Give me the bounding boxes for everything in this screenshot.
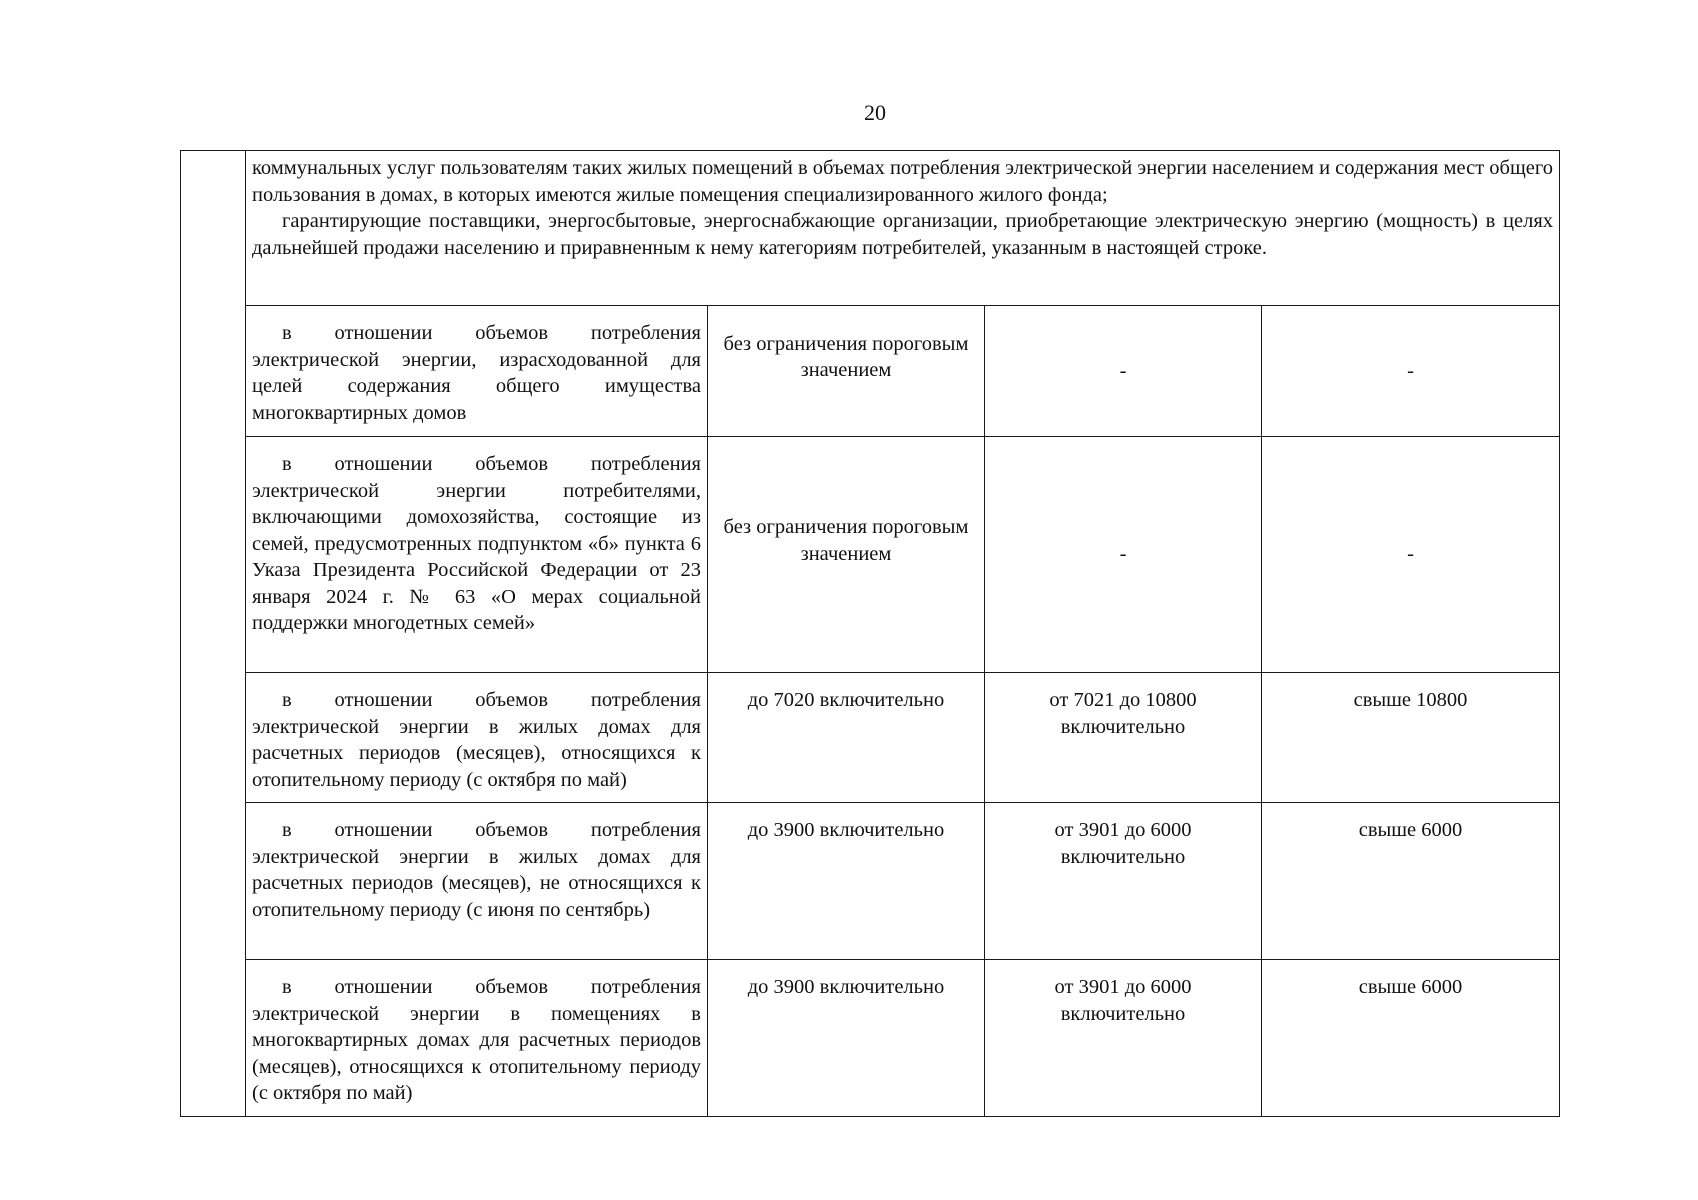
threshold-cell: от 7021 до 10800 включительно — [985, 673, 1262, 803]
threshold-cell: до 3900 включительно — [708, 803, 985, 960]
row-description — [246, 803, 708, 960]
table-row — [181, 306, 1560, 437]
threshold-cell: свыше 6000 — [1262, 960, 1560, 1117]
row-description-text: в отношении объемов потребления электрической энергии потребителями, включающими домохозяйства, состоящие из семей, предусмотренных подпунктом «б» пункта 6 Указа Президента Российской Федерации от 23 января 2024 г. № 63 «О мерах социальной поддержки многодетных семей» — [252, 453, 701, 634]
row-description-text: в отношении объемов потребления электрической энергии в жилых домах для расчетных периодов (месяцев), не относящихся к отопительному периоду (с июня по сентябрь) — [252, 819, 701, 921]
threshold-cell: свыше 10800 — [1262, 673, 1560, 803]
intro-paragraph: гарантирующие поставщики, энергосбытовые, энергоснабжающие организации, приобретающие электрическую энергию (мощность) в целях дальнейшей продажи населению и приравненным к нему категориям потребителей, указанным в настоящей строке. — [252, 210, 1554, 259]
threshold-cell: без ограничения пороговым значением — [708, 306, 985, 437]
threshold-cell: от 3901 до 6000 включительно — [985, 803, 1262, 960]
row-description-text: в отношении объемов потребления электрической энергии, израсходованной для целей содержания общего имущества многоквартирных домов — [252, 322, 701, 424]
row-description — [246, 673, 708, 803]
row-description-text: в отношении объемов потребления электрической энергии в помещениях в многоквартирных домах для расчетных периодов (месяцев), относящихся к отопительному периоду (с октября по май) — [252, 976, 701, 1104]
row-description — [246, 437, 708, 673]
threshold-cell: до 7020 включительно — [708, 673, 985, 803]
table-row — [181, 437, 1560, 673]
threshold-cell: свыше 6000 — [1262, 803, 1560, 960]
row-number-cell — [181, 151, 246, 1117]
threshold-cell: от 3901 до 6000 включительно — [985, 960, 1262, 1117]
row-description-text: в отношении объемов потребления электрической энергии в жилых домах для расчетных периодов (месяцев), относящихся к отопительному периоду (с октября по май) — [252, 689, 701, 791]
threshold-cell: - — [1262, 306, 1560, 437]
page-number: 20 — [864, 100, 886, 125]
threshold-cell: - — [985, 437, 1262, 673]
table-row — [181, 673, 1560, 803]
intro-cell — [246, 151, 1560, 306]
row-description — [246, 306, 708, 437]
threshold-cell: - — [985, 306, 1262, 437]
intro-paragraph: коммунальных услуг пользователям таких жилых помещений в объемах потребления электрической энергии населением и содержания мест общего пользования в домах, в которых имеются жилые помещения специализированного жилого фонда; — [252, 157, 1554, 206]
threshold-cell: без ограничения пороговым значением — [708, 437, 985, 673]
threshold-cell: до 3900 включительно — [708, 960, 985, 1117]
intro-row — [181, 151, 1560, 306]
table-row — [181, 960, 1560, 1117]
threshold-cell: - — [1262, 437, 1560, 673]
table-row — [181, 803, 1560, 960]
tariff-threshold-table — [180, 150, 1560, 1117]
row-description — [246, 960, 708, 1117]
